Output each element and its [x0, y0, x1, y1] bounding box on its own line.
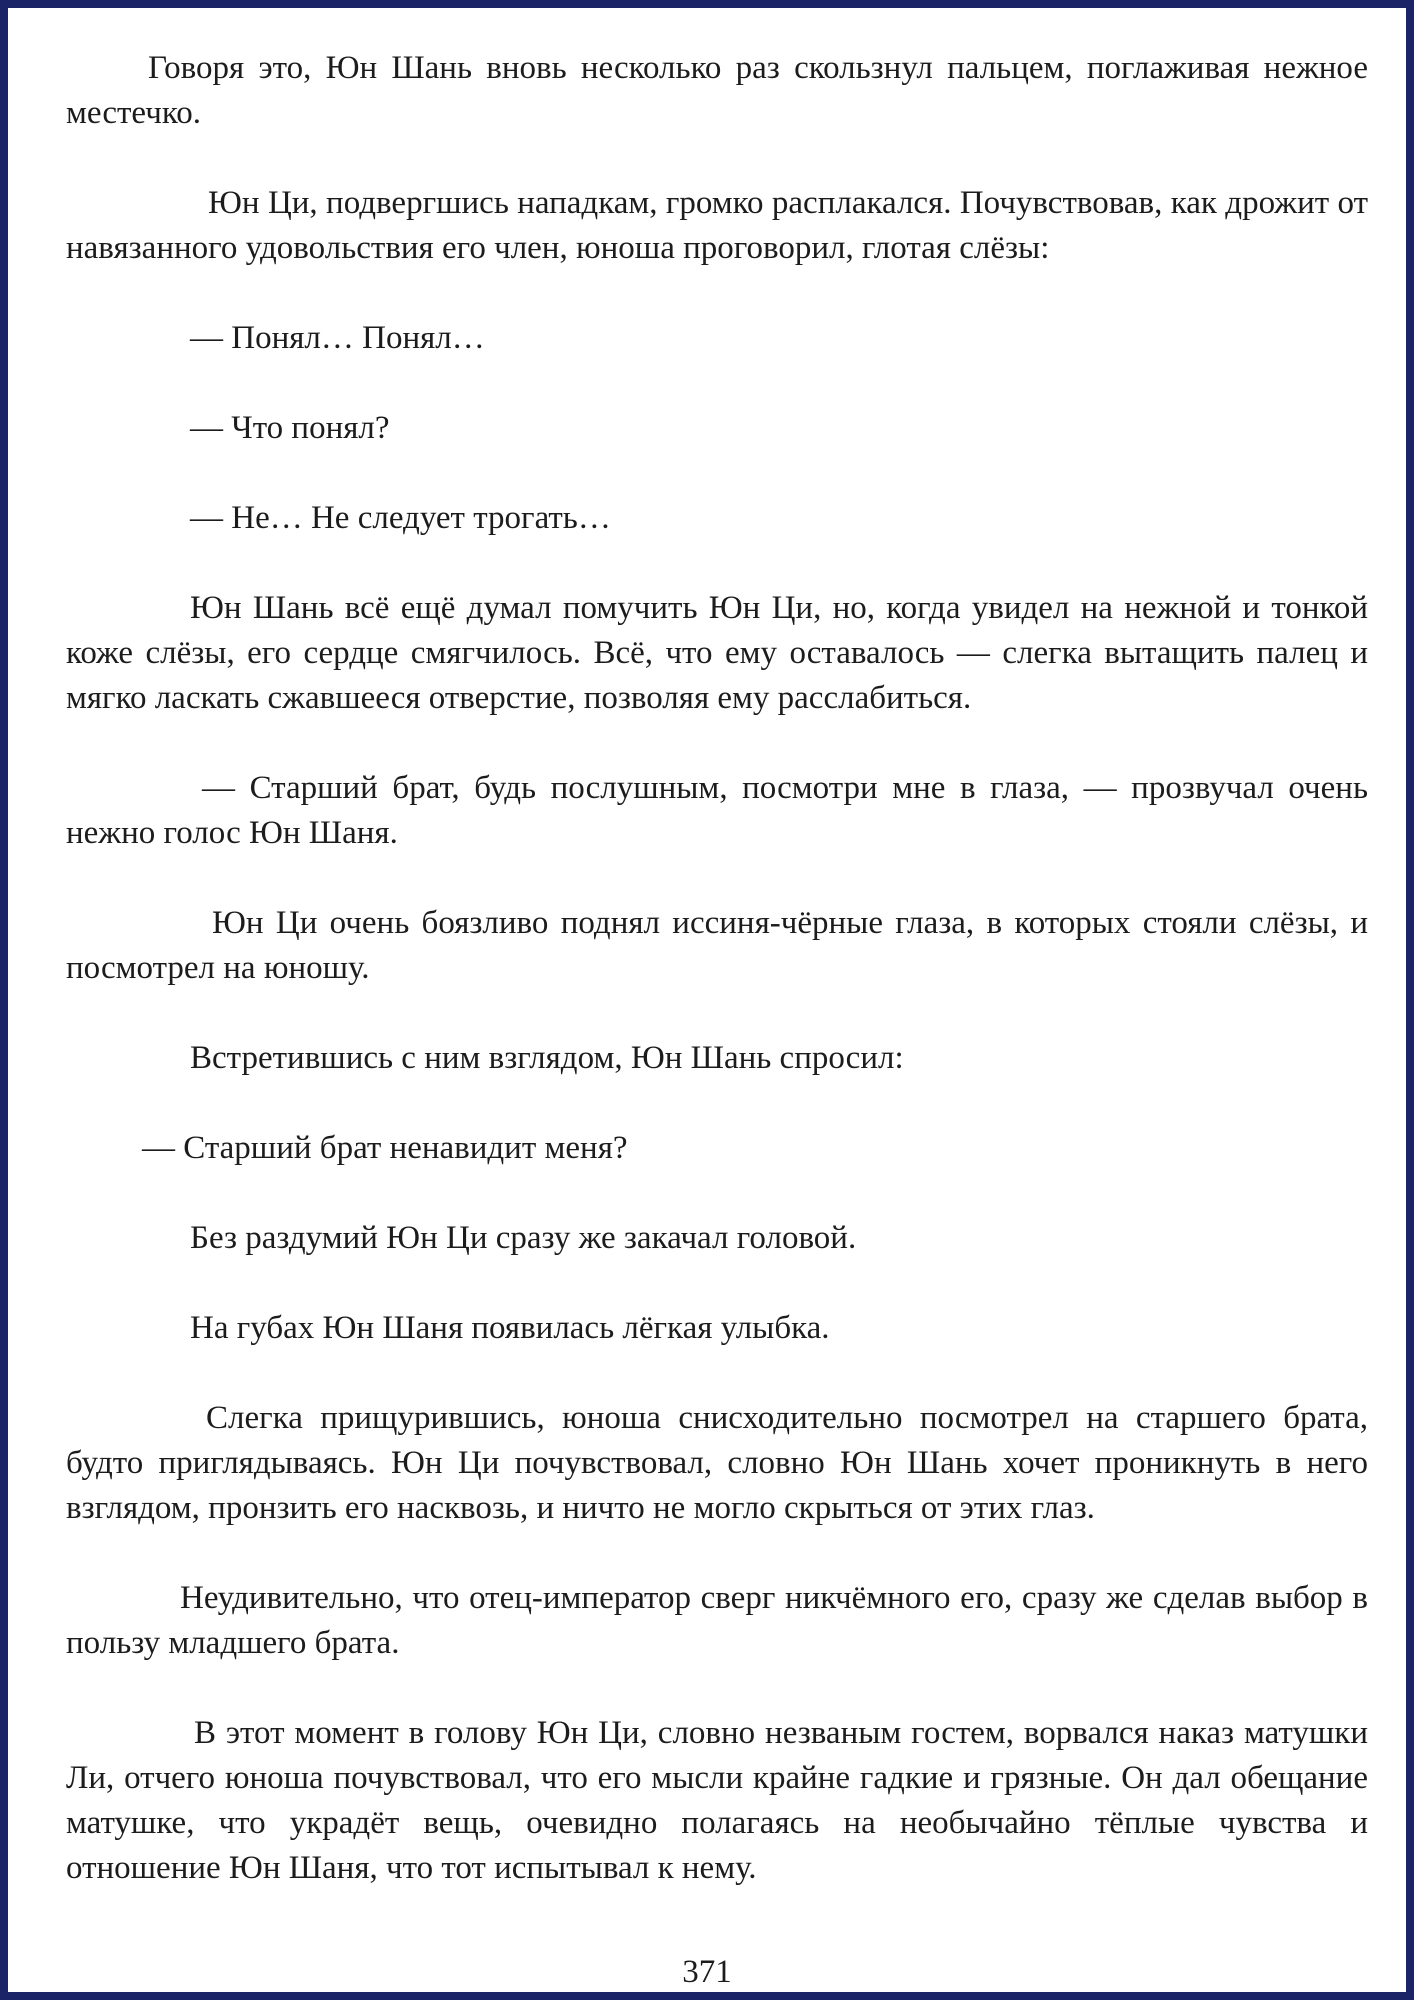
paragraph: Юн Ци очень боязливо поднял иссиня-чёрные глаза, в которых стояли слёзы, и посмотрел на юношу. — [66, 905, 1368, 986]
paragraph: Юн Ци, подвергшись нападкам, громко расплакался. Почувствовав, как дрожит от навязанного удовольствия его член, юноша проговорил, глотая слёзы: — [66, 185, 1368, 266]
book-page — [8, 8, 1406, 1992]
page-number: 371 — [682, 1954, 732, 1990]
paragraph: Слегка прищурившись, юноша снисходительно посмотрел на старшего брата, будто приглядываясь. Юн Ци почувствовал, словно Юн Шань хочет проникнуть в него взглядом, пронзить его насквозь, и ничто не могло скрыться от этих глаз. — [66, 1400, 1368, 1526]
dialogue-line: — Понял… Понял… — [190, 320, 485, 356]
page-body-text — [66, 46, 1368, 1891]
paragraph: Встретившись с ним взглядом, Юн Шань спросил: — [190, 1040, 904, 1076]
dialogue-line: — Старший брат ненавидит меня? — [142, 1130, 628, 1166]
paragraph: Юн Шань всё ещё думал помучить Юн Ци, но, когда увидел на нежной и тонкой коже слёзы, его сердце смягчилось. Всё, что ему оставалось — слегка вытащить палец и мягко ласкать сжавшееся отверстие, позволяя ему расслабиться. — [66, 590, 1368, 716]
dialogue-line: — Старший брат, будь послушным, посмотри мне в глаза, — прозвучал очень нежно голос Юн Шаня. — [66, 770, 1368, 851]
paragraph: Говоря это, Юн Шань вновь несколько раз скользнул пальцем, поглаживая нежное местечко. — [66, 50, 1368, 131]
paragraph: Неудивительно, что отец-император сверг никчёмного его, сразу же сделав выбор в пользу младшего брата. — [66, 1580, 1368, 1661]
paragraph: Без раздумий Юн Ци сразу же закачал головой. — [190, 1220, 857, 1256]
paragraph: В этот момент в голову Юн Ци, словно незваным гостем, ворвался наказ матушки Ли, отчего юноша почувствовал, что его мысли крайне гадкие и грязные. Он дал обещание матушке, что украдёт вещь, очевидно полагаясь на необычайно тёплые чувства и отношение Юн Шаня, что тот испытывал к нему. — [66, 1715, 1368, 1886]
dialogue-line: — Что понял? — [190, 410, 390, 446]
paragraph: На губах Юн Шаня появилась лёгкая улыбка. — [190, 1310, 830, 1346]
dialogue-line: — Не… Не следует трогать… — [190, 500, 611, 536]
